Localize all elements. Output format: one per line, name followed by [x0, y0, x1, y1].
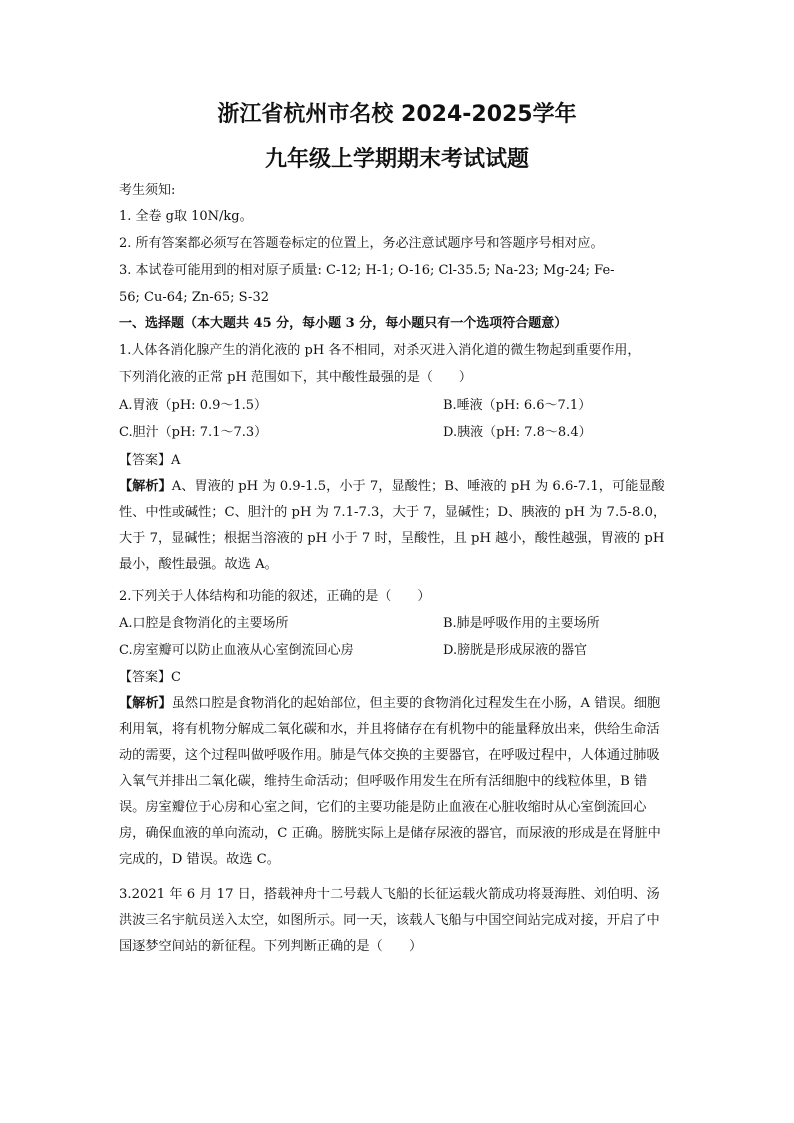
q1-option-a: A.胃液（pH: 0.9～1.5） [119, 398, 268, 413]
q1-analysis-label: 【解析】 [119, 479, 172, 494]
q3-stem: 3.2021 年 6 月 17 日，搭载神舟十二号载人飞船的长征运载火箭成功将聂海胜、刘伯明、汤洪波三名宇航员送入太空，如图所示。同一天，该载人飞船与中国空间站完成对接，开启了中国逐梦空间站的新征程。下列判断正确的是（ ） [119, 887, 660, 954]
q2-analysis-text: 虽然口腔是食物消化的起始部位，但主要的食物消化过程发生在小肠，A 错误。细胞利用氧，将有机物分解成二氧化碳和水，并且将储存在有机物中的能量释放出来，供给生命活动的需要，这个过程叫做呼吸作用。肺是气体交换的主要器官，在呼吸过程中，人体通过肺吸入氧气并排出二氧化碳，维持生命活动；但呼吸作用发生在所有活细胞中的线粒体里，B 错误。房室瓣位于心房和心室之间，它们的主要功能是防止血液在心脏收缩时从心室倒流回心房，确保血液的单向流动，C 正确。膀胱实际上是储存尿液的器官，而尿液的形成是在肾脏中完成的，D 错误。故选 C。 [119, 696, 661, 867]
q2-stem: 2.下列关于人体结构和功能的叙述，正确的是（ ） [119, 589, 431, 604]
exam-title-line2: 九年级上学期期末考试试题 [264, 147, 529, 172]
notice-item-3: 3. 本试卷可能用到的相对原子质量: C-12; H-1; O-16; Cl-35.5; Na-23; Mg-24; Fe- [119, 263, 615, 278]
q2-option-a: A.口腔是食物消化的主要场所 [119, 616, 289, 631]
q1-option-b: B.唾液（pH: 6.6～7.1） [443, 398, 592, 413]
notice-item-3-cont: 56; Cu-64; Zn-65; S-32 [119, 290, 269, 305]
q1-stem-line1: 1.人体各消化腺产生的消化液的 pH 各不相同，对杀灭进入消化道的微生物起到重要作用， [119, 343, 641, 358]
q1-answer: 【答案】A [119, 453, 181, 468]
q1-option-d: D.胰液（pH: 7.8～8.4） [443, 425, 592, 440]
section-heading: 一、选择题（本大题共 45 分，每小题 3 分，每小题只有一个选项符合题意） [119, 316, 568, 331]
q1-stem-line2: 下列消化液的正常 pH 范围如下，其中酸性最强的是（ ） [119, 370, 472, 385]
notice-item-2: 2. 所有答案都必须写在答题卷标定的位置上，务必注意试题序号和答题序号相对应。 [119, 236, 604, 251]
q2-analysis-label: 【解析】 [119, 696, 172, 711]
q2-option-c: C.房室瓣可以防止血液从心室倒流回心房 [119, 643, 354, 658]
q2-analysis [119, 691, 671, 873]
notice-item-1: 1. 全卷 g取 10N/kg。 [119, 209, 253, 224]
exam-title-line1: 浙江省杭州市名校 2024-2025学年 [217, 102, 577, 127]
notice-heading: 考生须知: [119, 183, 176, 198]
q2-answer: 【答案】C [119, 670, 181, 685]
q1-option-c: C.胆汁（pH: 7.1～7.3） [119, 425, 268, 440]
q1-analysis [119, 474, 671, 578]
q2-option-d: D.膀胱是形成尿液的器官 [443, 643, 588, 658]
q1-analysis-text: A、胃液的 pH 为 0.9-1.5，小于 7，显酸性；B、唾液的 pH 为 6.6-7.1，可能显酸性、中性或碱性；C、胆汁的 pH 为 7.1-7.3，大于 7，显碱性；D、胰液的 pH 为 7.5-8.0，大于 7，显碱性；根据当溶液的 pH 小于 7 时，呈酸性，且 pH 越小，酸性越强，胃液的 pH 最小，酸性最强。故选 A。 [119, 479, 667, 572]
q2-option-b: B.肺是呼吸作用的主要场所 [443, 616, 600, 631]
